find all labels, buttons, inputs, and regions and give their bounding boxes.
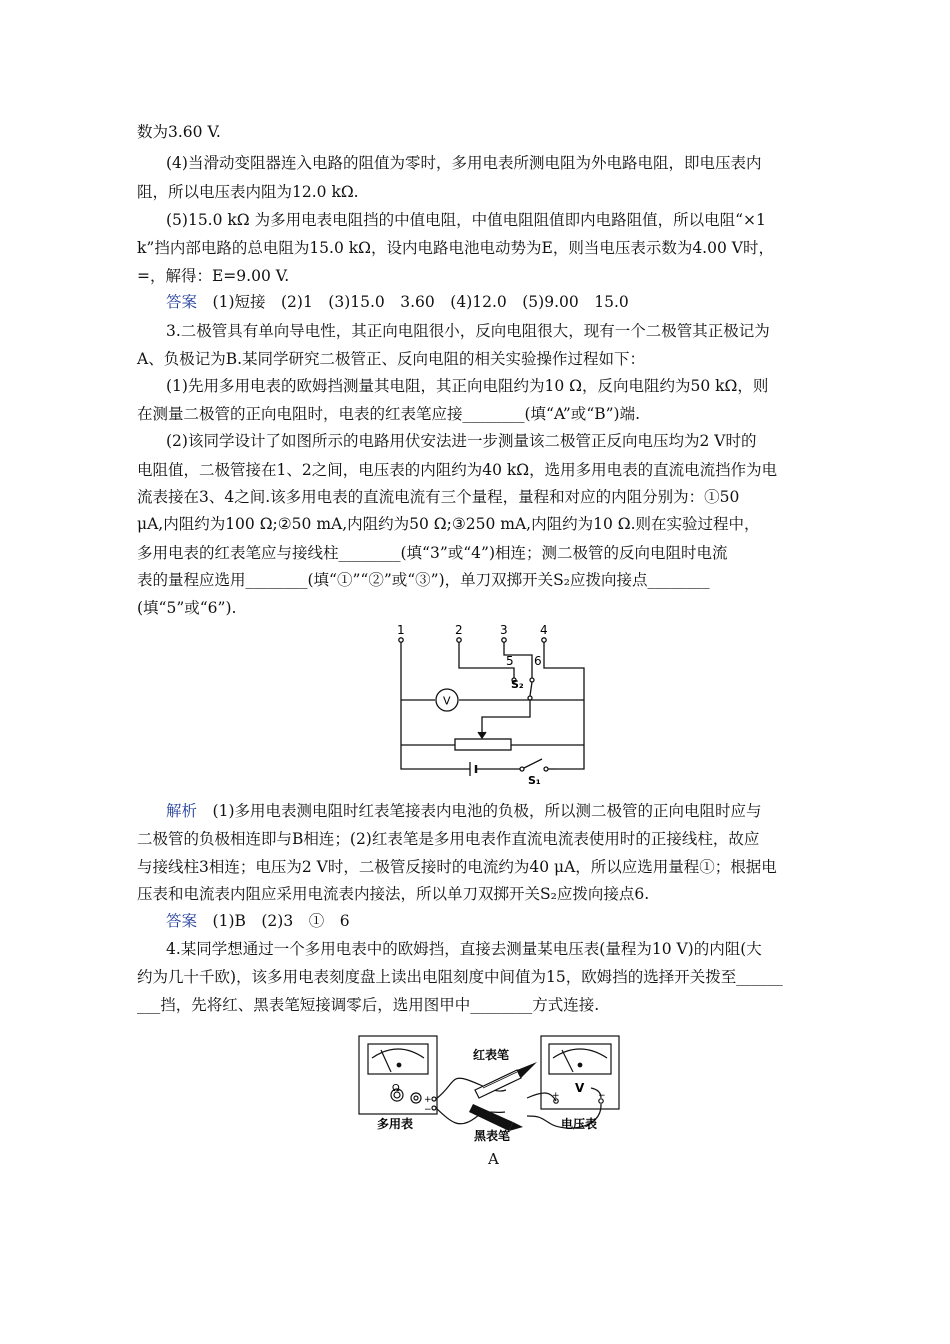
answer-tag: 答案 — [166, 912, 198, 930]
question-4: 4.某同学想通过一个多用电表中的欧姆挡，直接去测量某电压表(量程为10 V)的内阻(大 — [166, 940, 762, 958]
question-3: 3.二极管具有单向导电性，其正向电阻很小，反向电阻很大，现有一个二极管其正极记为 — [166, 322, 770, 340]
answer-text: (1)短接 (2)1 (3)15.0 3.60 (4)12.0 (5)9.00 15.0 — [212, 293, 629, 311]
multimeter-plus: + — [424, 1095, 432, 1105]
text-line: 二极管的负极相连即与B相连；(2)红表笔是多用电表作直流电流表使用时的正接线柱，故应 — [137, 830, 760, 848]
answer-tag: 答案 — [166, 293, 198, 311]
text-line: (4)当滑动变阻器连入电路的阻值为零时，多用电表所测电阻为外电路电阻，即电压表内 — [166, 154, 762, 172]
contact-6: 6 — [534, 654, 542, 668]
text-line: (1)先用多用电表的欧姆挡测量其电阻，其正向电阻约为10 Ω，反向电阻约为50 kΩ，则 — [166, 377, 769, 395]
multimeter-minus: − — [424, 1105, 432, 1115]
text-line: (5)15.0 kΩ 为多用电表电阻挡的中值电阻，中值电阻阻值即内电路阻值，所以电阻“×1 — [166, 211, 766, 229]
ohm-symbol: Ω — [392, 1083, 400, 1094]
answer-line — [166, 911, 350, 931]
text-line: 与接线柱3相连；电压为2 V时，二极管反接时的电流约为40 μA，所以应选用量程①；根据电 — [137, 858, 777, 876]
text-line: 表的量程应选用________(填“①”“②”或“③”)，单刀双掷开关S₂应拨向接点________ — [137, 571, 710, 589]
multimeter-label: 多用表 — [377, 1117, 414, 1131]
voltmeter-v: V — [575, 1081, 585, 1095]
text-line: 电阻值，二极管接在1、2之间，电压表的内阻约为40 kΩ，选用多用电表的直流电流挡作为电 — [137, 461, 778, 479]
analysis-line — [166, 801, 762, 821]
text-line: ___挡，先将红、黑表笔短接调零后，选用图甲中________方式连接. — [137, 996, 600, 1014]
terminal-3: 3 — [500, 623, 508, 637]
meter-connection-figure — [355, 1032, 625, 1142]
figure-caption: A — [488, 1150, 499, 1168]
analysis-tag: 解析 — [166, 802, 198, 820]
text-line: 流表接在3、4之间.该多用电表的直流电流有三个量程，量程和对应的内阻分别为：①50 — [137, 488, 740, 506]
text-line: =，解得：E=9.00 V. — [137, 267, 290, 285]
analysis-text: (1)多用电表测电阻时红表笔接表内电池的负极，所以测二极管的正向电阻时应与 — [212, 802, 762, 820]
text-line: 多用电表的红表笔应与接线柱________(填“3”或“4”)相连；测二极管的反向电阻时电流 — [137, 544, 728, 562]
text-line: 压表和电流表内阻应采用电流表内接法，所以单刀双掷开关S₂应拨向接点6. — [137, 885, 650, 903]
black-probe-label: 黑表笔 — [474, 1129, 511, 1142]
voltmeter-label: 电压表 — [561, 1117, 598, 1131]
red-probe-label: 红表笔 — [473, 1048, 510, 1062]
terminal-1: 1 — [397, 623, 405, 637]
text-line: 约为几十千欧)，该多用电表刻度盘上读出电阻刻度中间值为15，欧姆挡的选择开关拨至______ — [137, 968, 783, 986]
voltmeter-label: V — [443, 694, 451, 708]
switch-s2-label: S₂ — [511, 678, 524, 691]
terminal-2: 2 — [455, 623, 463, 637]
voltmeter-plus: + — [552, 1091, 560, 1101]
text-line: 阻，所以电压表内阻为12.0 kΩ. — [137, 183, 359, 201]
text-line: A、负极记为B.某同学研究二极管正、反向电阻的相关实验操作过程如下： — [137, 350, 646, 368]
circuit-diagram — [390, 620, 600, 792]
answer-line — [166, 292, 629, 312]
voltmeter-minus: − — [598, 1091, 606, 1101]
text-line: 数为3.60 V. — [137, 123, 221, 141]
answer-text: (1)B (2)3 ① 6 — [212, 912, 350, 930]
text-line: 在测量二极管的正向电阻时，电表的红表笔应接________(填“A”或“B”)端. — [137, 405, 641, 423]
contact-5: 5 — [506, 654, 514, 668]
text-line: (填“5”或“6”). — [137, 599, 237, 617]
terminal-4: 4 — [540, 623, 548, 637]
switch-s1-label: S₁ — [528, 774, 541, 787]
text-line: k”挡内部电路的总电阻为15.0 kΩ，设内电路电池电动势为E，则当电压表示数为4.00 V时， — [137, 239, 774, 257]
text-line: μA,内阻约为100 Ω;②50 mA,内阻约为50 Ω;③250 mA,内阻约为10 Ω.则在实验过程中， — [137, 515, 760, 533]
text-line: (2)该同学设计了如图所示的电路用伏安法进一步测量该二极管正反向电压均为2 V时的 — [166, 432, 757, 450]
